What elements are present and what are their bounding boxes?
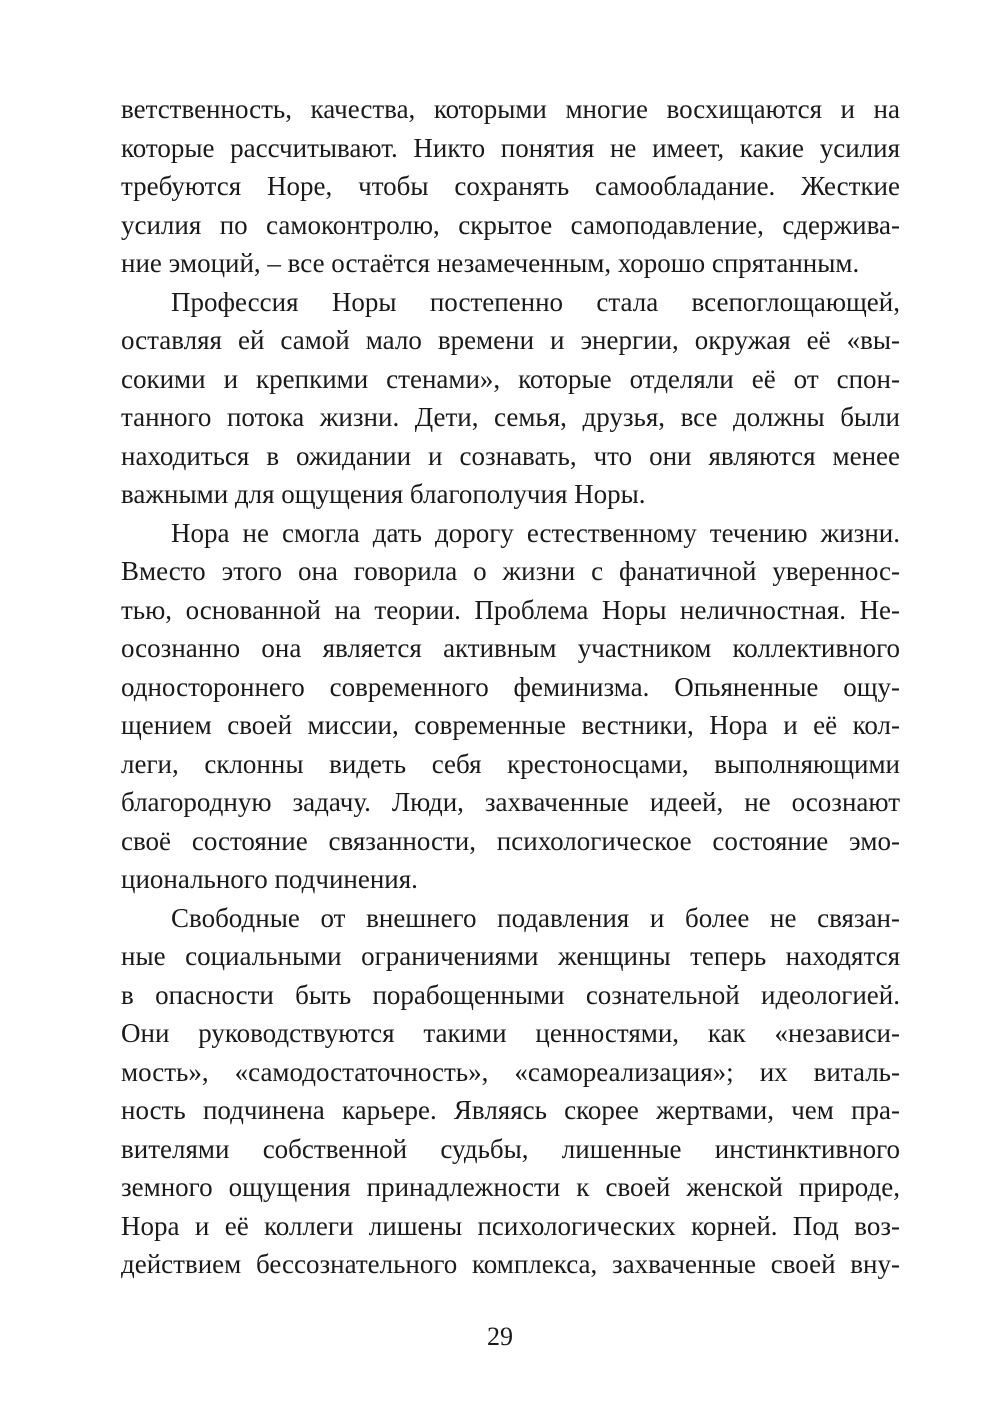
text-line: которые рассчитывают. Никто понятия не имеет, какие усилия (121, 132, 900, 163)
text-line: благородную задачу. Люди, захваченные идеей, не осознают (121, 787, 900, 817)
text-line: щением своей миссии, современные вестники, Нора и её кол- (121, 710, 900, 740)
text-line: Вместо этого она говорила о жизни с фанатичной увереннос- (121, 556, 900, 586)
text-line: земного ощущения принадлежности к своей женской природе, (121, 1172, 900, 1202)
paragraph (121, 90, 900, 283)
text-line: осознанно она является активным участником коллективного (121, 633, 900, 663)
text-line: ветственность, качества, которыми многие восхищаются и на (121, 94, 900, 124)
text-line: своё состояние связанности, психологическое состояние эмо- (121, 825, 900, 856)
text-line: оставляя ей самой мало времени и энергии, окружая её «вы- (121, 325, 900, 355)
paragraph (121, 514, 900, 899)
text-line: находиться в ожидании и сознавать, что они являются менее (121, 440, 900, 471)
paragraph (121, 283, 900, 514)
text-line: сокими и крепкими стенами», которые отделяли её от спон- (121, 363, 900, 394)
text-line: леги, склонны видеть себя крестоносцами, выполняющими (121, 748, 900, 779)
text-line: ние эмоций, – все остаётся незамеченным, хорошо спрятанным. (121, 248, 860, 278)
text-line: вителями собственной судьбы, лишенные инстинктивного (121, 1133, 900, 1164)
text-line: действием бессознательного комплекса, захваченные своей вну- (121, 1249, 900, 1279)
text-line: Профессия Норы постепенно стала всепоглощающей, (171, 286, 900, 317)
page-number: 29 (487, 1322, 513, 1351)
text-line: ционального подчинения. (121, 864, 418, 894)
text-line: Нора не смогла дать дорогу естественному течению жизни. (171, 517, 900, 548)
paragraph (121, 899, 900, 1284)
text-line: мость», «самодостаточность», «самореализация»; их виталь- (121, 1056, 900, 1087)
text-line: танного потока жизни. Дети, семья, друзья, все должны были (121, 402, 900, 432)
text-line: Нора и её коллеги лишены психологических корней. Под воз- (121, 1210, 900, 1241)
body-text (121, 90, 900, 1284)
text-line: Свободные от внешнего подавления и более не связан- (171, 902, 900, 933)
text-line: важными для ощущения благополучия Норы. (121, 479, 646, 509)
text-line: одностороннего современного феминизма. Опьяненные ощу- (121, 671, 900, 702)
text-line: требуются Норе, чтобы сохранять самообладание. Жесткие (121, 171, 900, 201)
text-line: тью, основанной на теории. Проблема Норы неличностная. Не- (121, 594, 900, 625)
text-line: ные социальными ограничениями женщины теперь находятся (121, 941, 900, 971)
text-line: Они руководствуются такими ценностями, как «независи- (121, 1018, 900, 1048)
text-line: в опасности быть порабощенными сознательной идеологией. (121, 979, 900, 1010)
text-line: усилия по самоконтролю, скрытое самоподавление, сдержива- (121, 209, 900, 240)
text-line: ность подчинена карьере. Являясь скорее жертвами, чем пра- (121, 1095, 900, 1125)
